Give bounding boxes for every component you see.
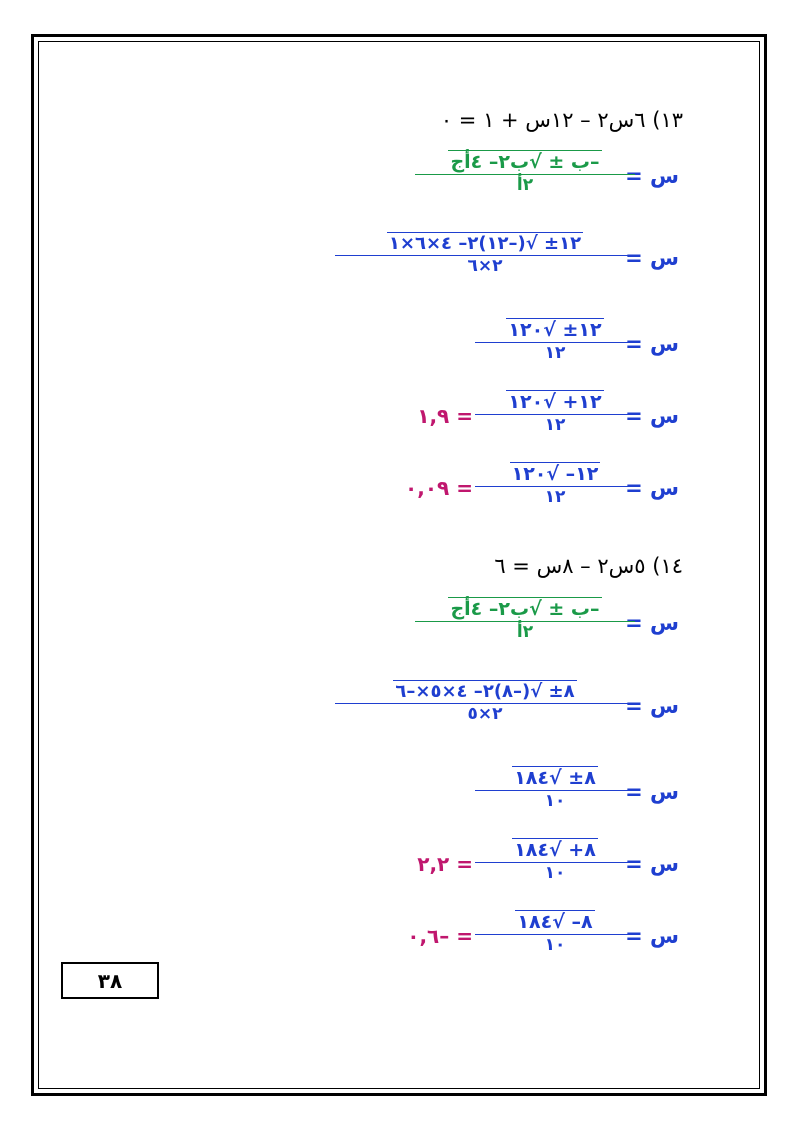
numerator: ٨– √١٨٤	[517, 911, 593, 933]
equation-result: = ٢,٢	[417, 852, 473, 876]
fraction	[475, 910, 635, 955]
fraction	[475, 766, 635, 811]
denominator: ١٠	[544, 863, 566, 883]
equation-lhs: س =	[625, 852, 679, 876]
numerator: –ب ± √ب٢– ٤أج	[450, 151, 600, 173]
denominator: ٢أ	[516, 175, 534, 195]
fraction	[475, 390, 635, 435]
page-number-box	[61, 962, 159, 999]
fraction	[335, 232, 635, 276]
numerator: –ب ± √ب٢– ٤أج	[450, 598, 600, 620]
fraction	[475, 462, 635, 507]
equation-lhs: س =	[625, 780, 679, 804]
fraction	[415, 150, 635, 195]
fraction	[335, 680, 635, 724]
fraction	[415, 597, 635, 642]
numerator: ١٢– √١٢٠	[511, 463, 599, 485]
numerator: ١٢± √(–١٢)٢– ٤×٦×١	[388, 233, 582, 254]
problem-header: ١٤) ٥س٢ – ٨س = ٦	[494, 554, 683, 578]
equation-result: = ١,٩	[417, 404, 473, 428]
numerator: ١٢+ √١٢٠	[508, 391, 602, 413]
equation-lhs: س =	[625, 404, 679, 428]
equation-lhs: س =	[625, 924, 679, 948]
numerator: ٨+ √١٨٤	[514, 839, 596, 861]
numerator: ٨± √١٨٤	[514, 767, 596, 789]
denominator: ١٠	[544, 791, 566, 811]
equation-lhs: س =	[625, 611, 679, 635]
equation-lhs: س =	[625, 332, 679, 356]
denominator: ٢×٦	[467, 256, 503, 276]
equation-lhs: س =	[625, 476, 679, 500]
fraction	[475, 838, 635, 883]
denominator: ٢×٥	[467, 704, 503, 724]
denominator: ١٢	[544, 487, 566, 507]
equation-result: = ٠,٠٩	[405, 476, 473, 500]
fraction	[475, 318, 635, 363]
numerator: ٨± √(–٨)٢– ٤×٥×–٦	[395, 681, 575, 702]
equation-lhs: س =	[625, 164, 679, 188]
equation-result: = –٠,٦	[407, 924, 473, 948]
denominator: ١٠	[544, 935, 566, 955]
denominator: ١٢	[544, 415, 566, 435]
numerator: ١٢± √١٢٠	[508, 319, 602, 341]
denominator: ٢أ	[516, 622, 534, 642]
equation-lhs: س =	[625, 246, 679, 270]
problem-header: ١٣) ٦س٢ – ١٢س + ١ = ٠	[440, 108, 683, 132]
denominator: ١٢	[544, 343, 566, 363]
equation-lhs: س =	[625, 694, 679, 718]
page-number: ٣٨	[97, 968, 123, 993]
